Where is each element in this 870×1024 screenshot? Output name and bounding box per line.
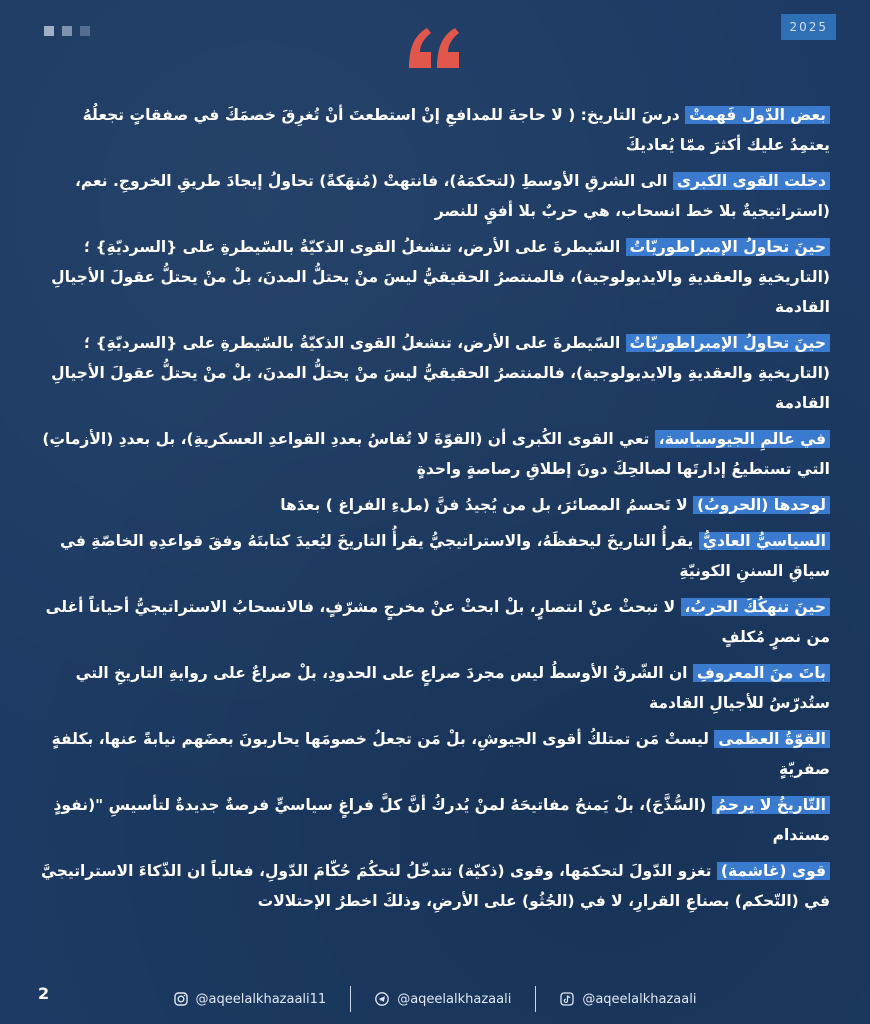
paragraph (40, 592, 830, 652)
dot (80, 26, 90, 36)
paragraph (40, 490, 830, 520)
paragraph-text: ان الشّرقُ الأوسطُ ليس مجردَ صراعٍ على الحدودِ، بلْ صراعٌ على روايةِ التاريخِ التي ستُدرّسُ للأجيالِ القادمة (75, 664, 830, 712)
tiktok-handle[interactable] (536, 992, 720, 1007)
highlight-phrase: حينَ تحاولُ الإمبراطوريّاتُ (626, 238, 830, 256)
highlight-phrase: قوى (غاشمة) (717, 862, 830, 880)
highlight-phrase: حينَ تنهكُكَ الحربُ، (681, 598, 830, 616)
paragraph (40, 658, 830, 718)
paragraph-text: السّيطرةَ على الأرض، تنشغلُ القوى الذكيّةُ بالسّيطرةِ على {السرديّةِ} ؛ (التاريخيةِ والعقديةِ والايديولوجية)، فالمنتصرُ الحقيقيُّ ليسَ منْ يحتلُّ المدنَ، بلْ منْ يحتلُّ عقولَ الأجيالِ القادمة (51, 238, 830, 316)
paragraph (40, 856, 830, 916)
paragraph (40, 166, 830, 226)
year-badge: 2025 (781, 14, 836, 40)
telegram-icon (375, 992, 389, 1006)
instagram-icon (174, 992, 188, 1006)
article-body (40, 100, 830, 922)
telegram-handle-text: @aqeelalkhazaali (397, 991, 512, 1007)
tiktok-icon (560, 992, 574, 1006)
paragraph (40, 790, 830, 850)
quote-icon (405, 22, 465, 72)
tiktok-handle-text: @aqeelalkhazaali (582, 991, 697, 1007)
page-number: 2 (38, 984, 50, 1003)
paragraph-text: يقرأُ التاريخَ ليحفظَهُ، والاستراتيجيُّ يقرأُ التاريخَ ليُعيدَ كتابتَهُ وفقَ قواعدِهِ الخاصّةِ في سياقِ السننِ الكونيّةِ (60, 532, 830, 580)
decorative-dots (44, 26, 90, 36)
highlight-phrase: القوّةُ العظمى (714, 730, 830, 748)
telegram-handle[interactable] (351, 992, 535, 1007)
instagram-handle[interactable] (150, 992, 351, 1007)
paragraph (40, 526, 830, 586)
highlight-phrase: السياسيُّ العاديُّ (699, 532, 830, 550)
dot (62, 26, 72, 36)
highlight-phrase: حينَ تحاولُ الإمبراطوريّاتُ (626, 334, 830, 352)
paragraph (40, 100, 830, 160)
highlight-phrase: بعض الدّول فَهمتْ (685, 106, 830, 124)
dot (44, 26, 54, 36)
highlight-phrase: في عالمِ الجيوسياسة، (655, 430, 830, 448)
paragraph (40, 424, 830, 484)
highlight-phrase: دخلت القوى الكبرى (673, 172, 830, 190)
paragraph-text: تعي القوى الكُبرى أن (القوّةَ لا تُقاسُ بعددِ القواعدِ العسكريةِ)، بل بعددِ (الأزماتِ) التي تستطيعُ إدارتَها لصالحِكَ دونَ إطلاقِ رصاصةٍ واحدةٍ (42, 430, 830, 478)
paragraph-text: السّيطرةَ على الأرض، تنشغلُ القوى الذكيّةُ بالسّيطرةِ على {السرديّةِ} ؛ (التاريخيةِ والعقديةِ والايديولوجية)، فالمنتصرُ الحقيقيُّ ليسَ منْ يحتلُّ المدنَ، بلْ منْ يحتلُّ عقولَ الأجيالِ القادمة (51, 334, 830, 412)
social-footer (0, 985, 870, 1013)
highlight-phrase: لوحدها (الحروبُ) (693, 496, 830, 514)
instagram-handle-text: @aqeelalkhazaali11 (195, 991, 327, 1007)
highlight-phrase: باتَ منَ المعروفِ (693, 664, 830, 682)
paragraph-text: (السُّذَّجَ)، بلْ يَمنحُ مفاتيحَهُ لمنْ يُدركُ أنَّ كلَّ فراغٍ سياسيٍّ فرصةٌ جديدةٌ لتأسيسِ "(نفوذٍ مستدام (53, 796, 830, 844)
paragraph-text: لا تَحسمُ المصائرَ، بل من يُجيدُ فنَّ (ملءِ الفراغ ) بعدَها (280, 496, 694, 514)
highlight-phrase: التّاريخُ لا يرحمُ (712, 796, 830, 814)
paragraph-text: ليستْ مَن تمتلكُ أقوى الجيوشِ، بلْ مَن تجعلُ خصومَها يحاربونَ بعضَهم نيابةً عنها، بكلفةٍ صفريّةٍ (51, 730, 830, 778)
paragraph-text: درسَ التاريخ: ( لا حاجةَ للمدافعِ إنْ استطعتَ أنْ تُغرِقَ خصمَكَ في صفقاتٍ تجعلُهُ يعتمِدُ عليك أكثرَ ممّا يُعاديكَ (82, 106, 830, 154)
paragraph (40, 724, 830, 784)
paragraph (40, 232, 830, 322)
paragraph-text: لا تبحثْ عنْ انتصارٍ، بلْ ابحثْ عنْ مخرجٍ مشرّفٍ، فالانسحابُ الاستراتيجيُّ أحياناً أغلى من نصرٍ مُكلفٍ (45, 598, 830, 646)
paragraph-text: الى الشرقِ الأوسطِ (لتحكمَهُ)، فانتهتْ (مُنهَكةً) تحاولُ إيجادَ طريقِ الخروجِ. نعم، (استراتيجيةٌ بلا خط انسحاب، هي حربٌ بلا أفقٍ للنصر (74, 172, 830, 220)
paragraph-text: تغزو الدّولَ لتحكمَها، وقوى (ذكيّة) تتدخّلُ لتحكُمَ حُكّامَ الدّولِ، فغالباً ان الذّكاءَ الاستراتيجيَّ في (التّحكم) بصناعِ القرارِ، لا في (الجُثُو) على الأرضِ، وذلكَ اخطرُ الإحتلالات (41, 862, 830, 910)
paragraph (40, 328, 830, 418)
